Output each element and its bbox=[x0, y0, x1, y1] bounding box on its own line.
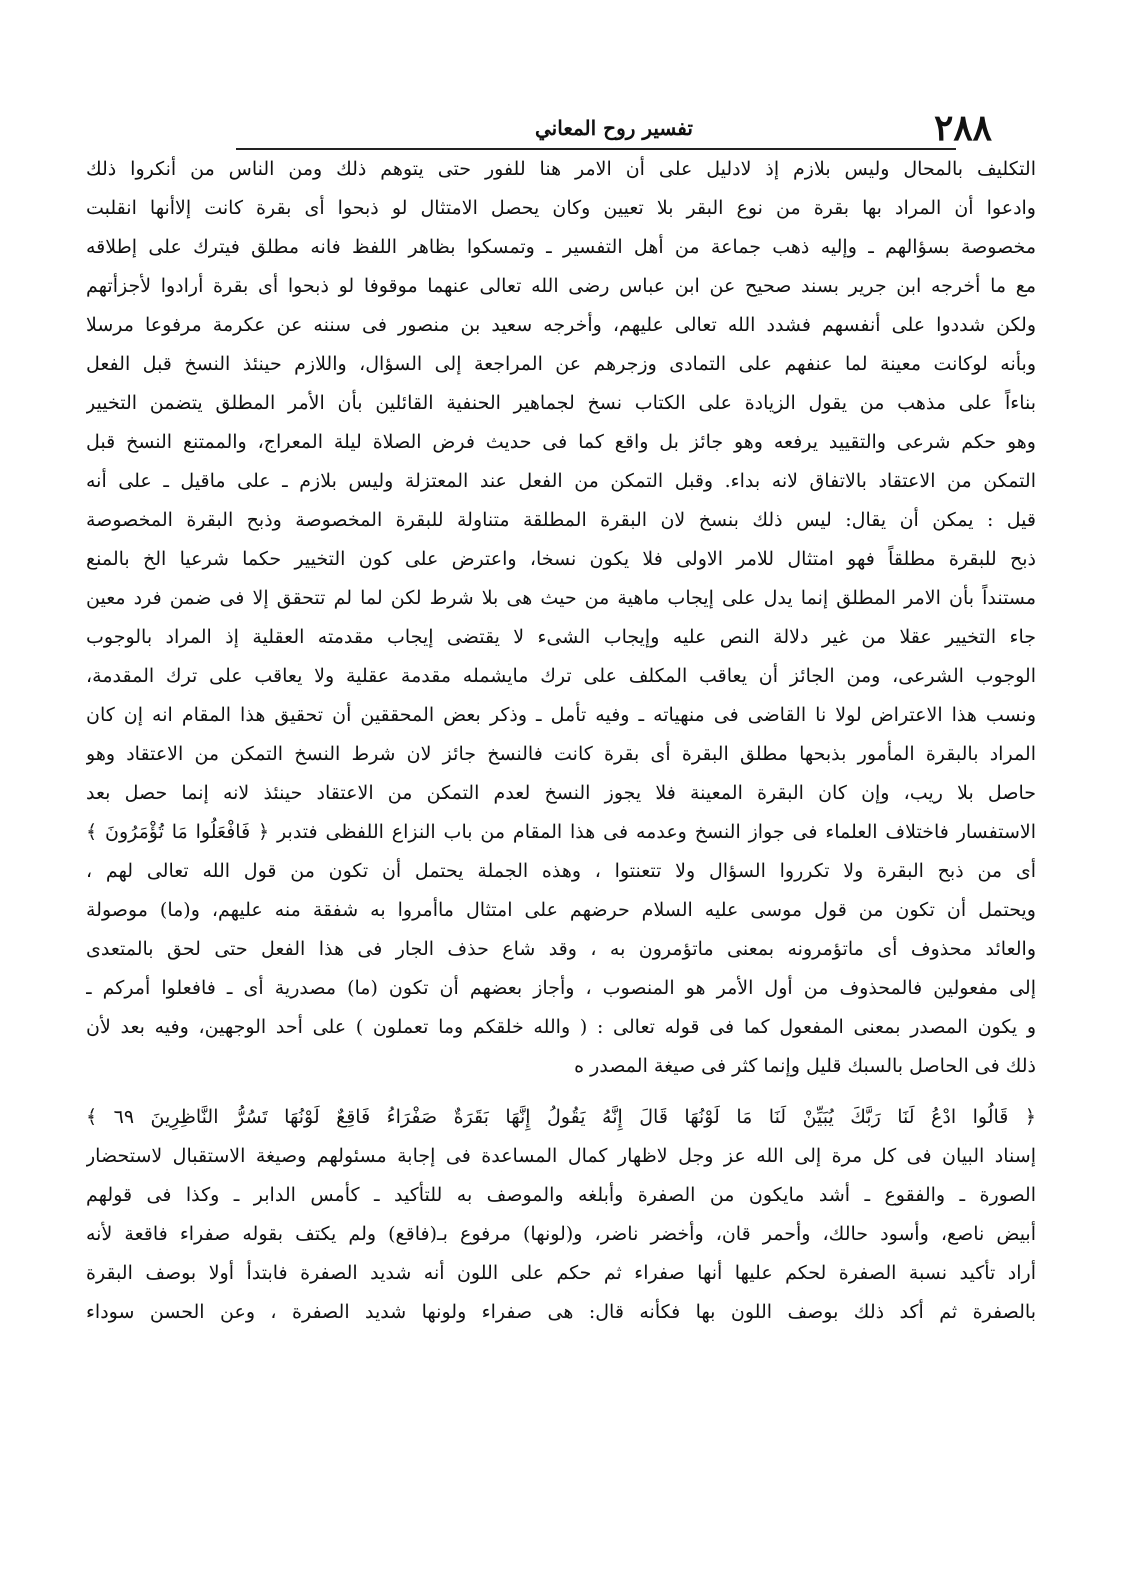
paragraph-gap bbox=[86, 1086, 1036, 1098]
text-line: إسناد البيان فى كل مرة إلى الله عز وجل لاظهار كمال المساعدة فى إجابة مسئولهم وصيغة الاستقبال لاستحضار bbox=[86, 1145, 1036, 1167]
text-line: ولكن شددوا على أنفسهم فشدد الله تعالى عليهم، وأخرجه سعيد بن منصور فى سننه عن عكرمة مرفوعا مرسلا bbox=[86, 314, 1036, 336]
text-line: وبأنه لوكانت معينة لما عنفهم على التمادى وزجرهم عن المراجعة إلى السؤال، واللازم حينئذ النسخ قبل الفعل bbox=[86, 353, 1036, 375]
text-line: بناءاً على مذهب من يقول الزيادة على الكتاب نسخ لجماهير الحنفية القائلين بأن الأمر المطلق يتضمن التخيير bbox=[86, 392, 1036, 414]
text-line: الصورة ـ والفقوع ـ أشد مايكون من الصفرة وأبلغه والموصف به للتأكيد ـ كأمس الدابر ـ وكذا فى قولهم bbox=[86, 1184, 1036, 1206]
running-title: تفسير روح المعاني bbox=[535, 116, 693, 140]
text-line: و يكون المصدر بمعنى المفعول كما فى قوله تعالى : ( والله خلقكم وما تعملون ) على أحد الوجهين، وفيه بعد لأن bbox=[86, 1016, 1036, 1038]
text-line: ذلك فى الحاصل بالسبك قليل وإنما كثر فى صيغة المصدر ه bbox=[574, 1055, 1036, 1077]
text-line: أى من ذبح البقرة ولا تكرروا السؤال ولا تتعنتوا ، وهذه الجملة يحتمل أن تكون من قول الله تعالى لهم ، bbox=[86, 860, 1036, 882]
page-number: ٢٨٨ bbox=[933, 107, 992, 149]
text-line: قيل : يمكن أن يقال: ليس ذلك بنسخ لان البقرة المطلقة متناولة للبقرة المخصوصة وذبح البقرة المخصوصة bbox=[86, 509, 1036, 531]
text-line: وادعوا أن المراد بها بقرة من نوع البقر بلا تعيين وكان يحصل الامتثال لو ذبحوا أى بقرة كانت إلاأنها انقلبت bbox=[86, 197, 1036, 219]
text-line: التمكن من الاعتقاد بالاتفاق لانه بداء. وقبل التمكن من الفعل عند المعتزلة وليس بلازم ـ على ماقيل ـ على أنه bbox=[86, 470, 1036, 492]
text-line: ونسب هذا الاعتراض لولا نا القاضى فى منهياته ـ وفيه تأمل ـ وذكر بعض المحققين أن تحقيق هذا المقام انه إن كان bbox=[86, 704, 1036, 726]
commentary-body bbox=[86, 150, 1036, 1332]
text-line: بالصفرة ثم أكد ذلك بوصف اللون بها فكأنه قال: هى صفراء ولونها شديد الصفرة ، وعن الحسن سوداء bbox=[86, 1301, 1036, 1323]
text-line: المراد بالبقرة المأمور بذبحها مطلق البقرة أى بقرة كانت فالنسخ جائز لان شرط النسخ التمكن من الاعتقاد وهو bbox=[86, 743, 1036, 765]
text-line: الوجوب الشرعى، ومن الجائز أن يعاقب المكلف على ترك مايشمله مقدمة عقلية ولا يعاقب على ترك المقدمة، bbox=[86, 665, 1036, 687]
text-line: أبيض ناصع، وأسود حالك، وأحمر قان، وأخضر ناضر، و(لونها) مرفوع بـ(فاقع) ولم يكتف بقوله صفراء فاقعة لأنه bbox=[86, 1223, 1036, 1245]
text-line: ويحتمل أن تكون من قول موسى عليه السلام حرضهم على امتثال ماأمروا به شفقة منه عليهم، و(ما) موصولة bbox=[86, 899, 1036, 921]
text-line: مع ما أخرجه ابن جرير بسند صحيح عن ابن عباس رضى الله تعالى عنهما موقوفا لو ذبحوا أى بقرة أرادوا لأجزأتهم bbox=[86, 275, 1036, 297]
paragraph-commentary-2 bbox=[86, 1098, 1036, 1332]
text-line: مخصوصة بسؤالهم ـ وإليه ذهب جماعة من أهل التفسير ـ وتمسكوا بظاهر اللفظ فانه مطلق فيترك على إطلاقه bbox=[86, 236, 1036, 258]
text-line: أراد تأكيد نسبة الصفرة لحكم عليها أنها صفراء ثم حكم على اللون أنه شديد الصفرة فابتدأ أولا بوصف البقرة bbox=[86, 1262, 1036, 1284]
text-line: جاء التخيير عقلا من غير دلالة النص عليه وإيجاب الشىء لا يقتضى إيجاب مقدمته العقلية إذ المراد بالوجوب bbox=[86, 626, 1036, 648]
text-line-with-verse: الاستفسار فاختلاف العلماء فى جواز النسخ وعدمه فى هذا المقام من باب النزاع اللفظى فتدبر ﴿ فَافْعَلُوا مَا تُؤْمَرُونَ ﴾ bbox=[86, 821, 1036, 843]
text-line: إلى مفعولين فالمحذوف من أول الأمر هو المنصوب ، وأجاز بعضهم أن تكون (ما) مصدرية أى ـ فافعلوا أمركم ـ bbox=[86, 977, 1036, 999]
text-line: والعائد محذوف أى ماتؤمرونه بمعنى ماتؤمرون به ، وقد شاع حذف الجار فى هذا الفعل حتى لحق بالمتعدى bbox=[86, 938, 1036, 960]
quran-verse-line: ﴿ قَالُوا ادْعُ لَنَا رَبَّكَ يُبَيِّنْ لَنَا مَا لَوْنُهَا قَالَ إِنَّهُ يَقُولُ إِنَّهَا بَقَرَةٌ صَفْرَاءُ فَاقِعٌ لَوْنُهَا تَسُرُّ النَّاظِرِينَ ٦٩ ﴾ bbox=[86, 1106, 1036, 1128]
text-line: ذبح للبقرة مطلقاً فهو امتثال للامر الاولى فلا يكون نسخا، واعترض على كون التخيير حكما شرعيا الخ بالمنع bbox=[86, 548, 1036, 570]
text-line: التكليف بالمحال وليس بلازم إذ لادليل على أن الامر هنا للفور حتى يتوهم ذلك ومن الناس من أنكروا ذلك bbox=[86, 158, 1036, 180]
text-line: حاصل بلا ريب، وإن كان البقرة المعينة فلا يجوز النسخ لعدم التمكن من الاعتقاد حينئذ لانه إنما حصل بعد bbox=[86, 782, 1036, 804]
paragraph-commentary-1 bbox=[86, 150, 1036, 1086]
text-line: وهو حكم شرعى والتقييد يرفعه وهو جائز بل واقع كما فى حديث فرض الصلاة ليلة المعراج، والممتنع النسخ قبل bbox=[86, 431, 1036, 453]
text-line: مستنداً بأن الامر المطلق إنما يدل على إيجاب ماهية من حيث هى بلا شرط لكن لما لم تتحقق إلا فى ضمن فرد معين bbox=[86, 587, 1036, 609]
page-header bbox=[236, 108, 992, 148]
